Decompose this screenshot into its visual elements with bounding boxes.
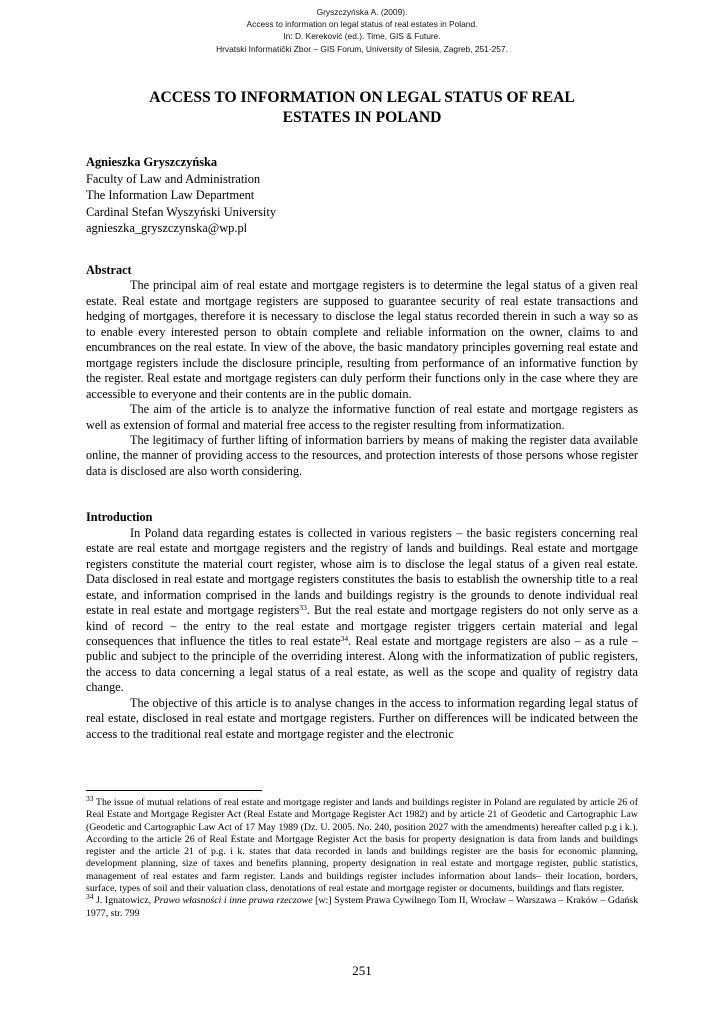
author-university: Cardinal Stefan Wyszyński University (86, 204, 277, 219)
author-email: agnieszka_gryszczynska@wp.pl (86, 221, 248, 236)
section-gap (86, 479, 638, 510)
introduction-heading: Introduction (86, 510, 153, 525)
abstract-paragraph: The aim of the article is to analyze the informative function of real estate and mortgage registers as well as extension of formal and material free access to the register resulting from informatization. (86, 402, 638, 432)
citation-line: Hrvatski Informatički Zbor – GIS Forum, University of Silesia, Zagreb, 251-257. (216, 43, 508, 54)
main-text (86, 263, 638, 742)
footnote-text: The issue of mutual relations of real estate and mortgage register and lands and buildings register in Poland are regulated by article 26 of Real Estate and Mortgage Register Act (Real Estate and Mortgage Register Act 1982) and by article 21 of Geodetic and Cartographic Law (Geodetic and Cartographic Law Act of 17 May 1989 (Dz. U. 2005. No. 240, position 2027 with the amendments) hereafter called p.g i k.). According to the article 26 of Real Estate and Mortgage Register Act the basis for property designation is data from lands and buildings register and the article 21 of p.g. i k. states that data recorded in lands and buildings register are the basis for economic planning, development planning, size of taxes and benefits planning, property designation in real estate and mortgage register, public statistics, management of real estates and farm register. Lands and buildings register includes information about lands– their location, borders, surface, types of soil and their valuation class, denotations of real estate and mortgage register or documents, buildings and flats register. (86, 797, 638, 895)
title-line: ACCESS TO INFORMATION ON LEGAL STATUS OF REAL (149, 89, 575, 106)
author-block (86, 154, 638, 237)
title-line: ESTATES IN POLAND (282, 109, 442, 126)
author-faculty: Faculty of Law and Administration (86, 171, 261, 186)
abstract-heading: Abstract (86, 263, 132, 277)
footnote-text: [w:] System Prawa Cywilnego Tom II, Wrocław – Warszawa – Kraków – Gdańsk 1977, str. 799 (86, 895, 638, 919)
author-name: Agnieszka Gryszczyńska (86, 155, 218, 169)
author-department: The Information Law Department (86, 188, 255, 203)
page-number: 251 (352, 963, 372, 978)
footnote-number: 34 (86, 892, 94, 902)
footnotes (86, 794, 638, 920)
footnote-text: J. Ignatowicz, (93, 895, 154, 907)
citation-line: Access to information on legal status of real estates in Poland. (246, 19, 478, 30)
introduction-paragraph: The objective of this article is to analyse changes in the access to information regarding legal status of real estate, disclosed in real estate and mortgage registers. Further on differences will be indicated between the access to the traditional real estate and mortgage register and the electronic (86, 695, 638, 741)
abstract-paragraph: The legitimacy of further lifting of information barriers by means of making the register data available online, the manner of providing access to the resources, and protection interests of those persons whose register data is disclosed are also worth considering. (86, 432, 638, 478)
footnote-ref-34: 34 (340, 633, 349, 643)
intro-text: In Poland data regarding estates is collected in various registers – the basic registers concerning real estate are real estate and mortgage registers and the registry of lands and buildings. Real estate and mortgage registers constitute the material court register, whose aim is to disclose the legal status of a given real estate. Data disclosed in real estate and mortgage registers constitutes the basis to establish the ownership title to a real estate, and information comprised in the lands and buildings registry is the grounds to denote individual real estate in real estate and mortgage registers (86, 525, 638, 618)
introduction-paragraph (86, 526, 638, 696)
intro-text: . Real estate and mortgage registers are also – as a rule – public and subject to the principle of the overriding interest. Along with the informatization of public registers, the access to data concerning a legal status of a real estate, as well as the scope and quality of registry data change. (86, 633, 639, 695)
footnote-ref-33: 33 (299, 603, 307, 613)
citation-line: In: D. Kereković (ed.). Time, GIS & Future. (283, 31, 441, 42)
footnote-divider (86, 790, 262, 791)
footnote-34 (86, 892, 638, 920)
abstract-paragraph: The principal aim of real estate and mortgage registers is to determine the legal status of a given real estate. Real estate and mortgage registers are supposed to guarantee security of real estate transactions and hedging of mortgages, therefore it is necessary to disclose the legal status recorded therein in such a way so as to enable every interested person to obtain complete and reliable information on the owner, claims to and encumbrances on the real estate. In view of the above, the basic mandatory principles governing real estate and mortgage registers include the disclosure principle, resulting from performance of an informative function by the register. Real estate and mortgage registers can duly perform their functions only in the case where they are accessible to everyone and their contents are in the public domain. (86, 278, 638, 401)
citation-line: Gryszczyńska A. (2009). (316, 7, 408, 17)
citation-header (0, 6, 724, 55)
footnote-33 (86, 794, 638, 895)
paper-title (86, 88, 638, 128)
footnote-book-title: Prawo własności i inne prawa rzeczowe (153, 895, 313, 907)
intro-text: . But the real estate and mortgage registers do not only serve as a kind of record – the entry to the real estate and mortgage register triggers certain material and legal consequences that influence the titles to real estate (86, 603, 638, 648)
footnote-number: 33 (86, 794, 94, 803)
